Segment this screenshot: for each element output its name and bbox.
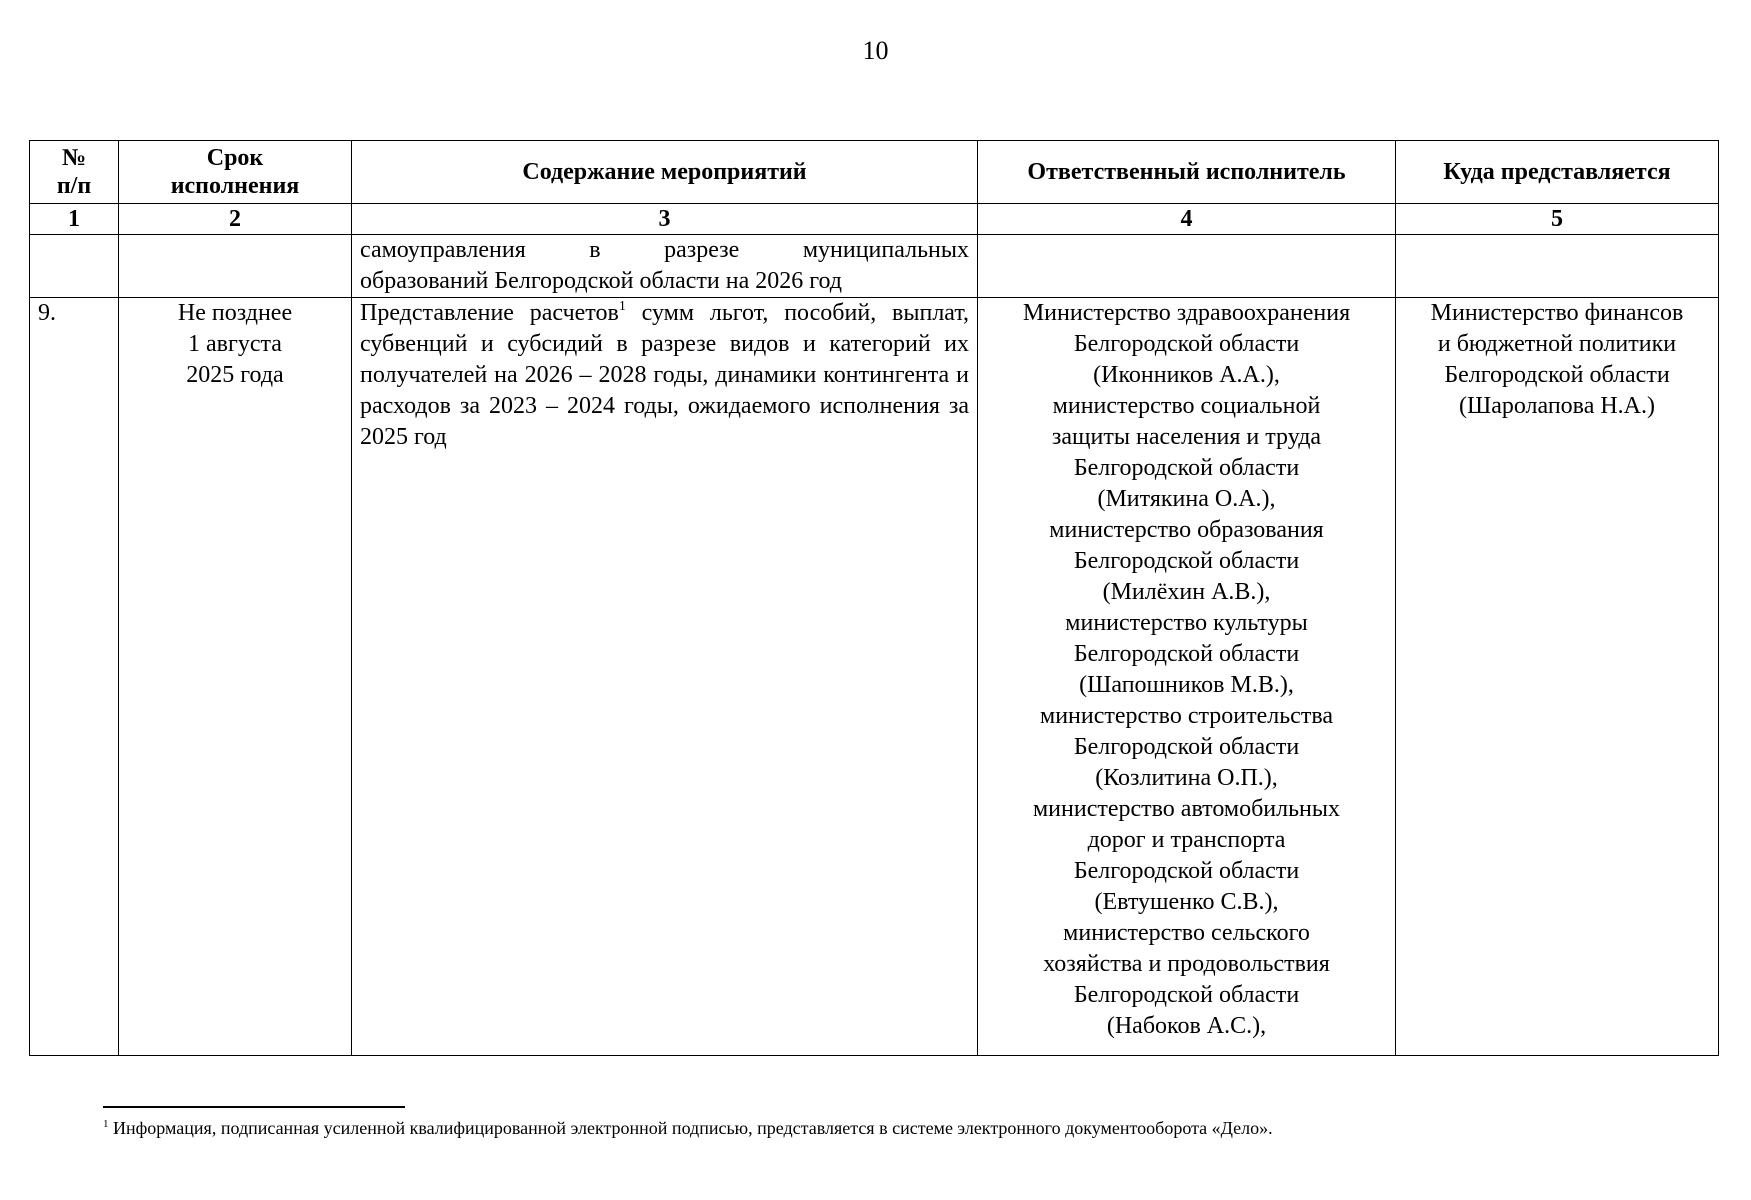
responsible-line: Министерство здравоохранения [1022, 300, 1351, 326]
column-number-2: 2 [119, 204, 352, 235]
header-deadline-line1: Срок [206, 145, 264, 171]
cont-content-line1: самоуправления в разрезе муниципальных [360, 237, 969, 263]
responsible-line: Белгородской области [1073, 548, 1300, 574]
responsible-line: (Иконников А.А.), [1093, 362, 1280, 388]
column-number-5: 5 [1396, 204, 1719, 235]
responsible-line: Белгородской области [1073, 331, 1300, 357]
responsible-line: министерство культуры [1065, 610, 1308, 636]
responsible-line: (Набоков А.С.), [1106, 1013, 1267, 1039]
header-content: Содержание мероприятий [352, 141, 978, 204]
responsible-line: (Шапошников М.В.), [1079, 672, 1294, 698]
column-numbers-row [30, 204, 1719, 235]
row9-number: 9. [30, 298, 119, 1056]
cont-number-cell [30, 235, 119, 298]
table-header-row [30, 141, 1719, 204]
footnote-mark: 1 [103, 1118, 109, 1130]
responsible-line: Белгородской области [1073, 858, 1300, 884]
page-number: 10 [862, 36, 889, 65]
header-submitted-to: Куда представляется [1396, 141, 1719, 204]
responsible-line: (Козлитина О.П.), [1095, 765, 1278, 791]
row9-deadline-line: Не позднее [177, 300, 293, 326]
column-number-4: 4 [978, 204, 1396, 235]
responsible-line: (Митякина О.А.), [1097, 486, 1276, 512]
row9-content-start: Представление расчетов [360, 300, 619, 326]
cont-content-cell [352, 235, 978, 298]
row9-deadline-line: 2025 года [186, 362, 284, 388]
responsible-line: министерство образования [1049, 517, 1324, 543]
row9-responsible [978, 298, 1396, 1056]
responsible-line: (Милёхин А.В.), [1102, 579, 1271, 605]
table-row-continuation [30, 235, 1719, 298]
row9-content [352, 298, 978, 1056]
responsible-line: Белгородской области [1073, 641, 1300, 667]
responsible-line: дорог и транспорта [1087, 827, 1286, 853]
responsible-line: Белгородской области [1073, 734, 1300, 760]
footnote-text: Информация, подписанная усиленной квалифицированной электронной подписью, представляется в системе электронного документооборота «Дело». [108, 1118, 1273, 1138]
responsible-line: министерство социальной [1052, 393, 1321, 419]
submitted-to-line: и бюджетной политики [1437, 331, 1677, 357]
responsible-line: Белгородской области [1073, 982, 1300, 1008]
cont-responsible-cell [978, 235, 1396, 298]
responsible-line: министерство сельского [1063, 920, 1310, 946]
responsible-line: министерство автомобильных [1032, 796, 1341, 822]
responsible-line: министерство строительства [1040, 703, 1333, 729]
header-number [30, 141, 119, 204]
row9-deadline [119, 298, 352, 1056]
submitted-to-line: Министерство финансов [1430, 300, 1684, 326]
header-number-line1: № [61, 145, 87, 171]
submitted-to-line: (Шаролапова Н.А.) [1458, 393, 1656, 419]
row9-deadline-line: 1 августа [188, 331, 282, 357]
column-number-1: 1 [30, 204, 119, 235]
header-number-line2: п/п [56, 173, 92, 199]
footnote [103, 1117, 1703, 1139]
responsible-line: защиты населения и труда [1051, 424, 1322, 450]
responsible-line: (Евтушенко С.В.), [1094, 889, 1279, 915]
footnote-separator [103, 1106, 405, 1108]
column-number-3: 3 [352, 204, 978, 235]
cont-submitted-cell [1396, 235, 1719, 298]
row9-submitted-to [1396, 298, 1719, 1056]
table-row-9 [30, 298, 1719, 1056]
submitted-to-line: Белгородской области [1444, 362, 1670, 388]
measures-table [29, 140, 1719, 1056]
row9-content-rest: сумм льгот, пособий, выплат, субвенций и субсидий в разрезе видов и категорий их получателей на 2026 – 2028 годы, динамики контингента и расходов за 2023 – 2024 годы, ожидаемого исполнения за 2025 год [360, 300, 970, 450]
cont-content-line2: образований Белгородской области на 2026 год [360, 268, 843, 294]
header-responsible: Ответственный исполнитель [978, 141, 1396, 204]
cont-deadline-cell [119, 235, 352, 298]
responsible-line: хозяйства и продовольствия [1043, 951, 1330, 977]
responsible-line: Белгородской области [1073, 455, 1300, 481]
footnote-reference: 1 [618, 299, 626, 314]
header-deadline [119, 141, 352, 204]
header-deadline-line2: исполнения [170, 173, 300, 199]
